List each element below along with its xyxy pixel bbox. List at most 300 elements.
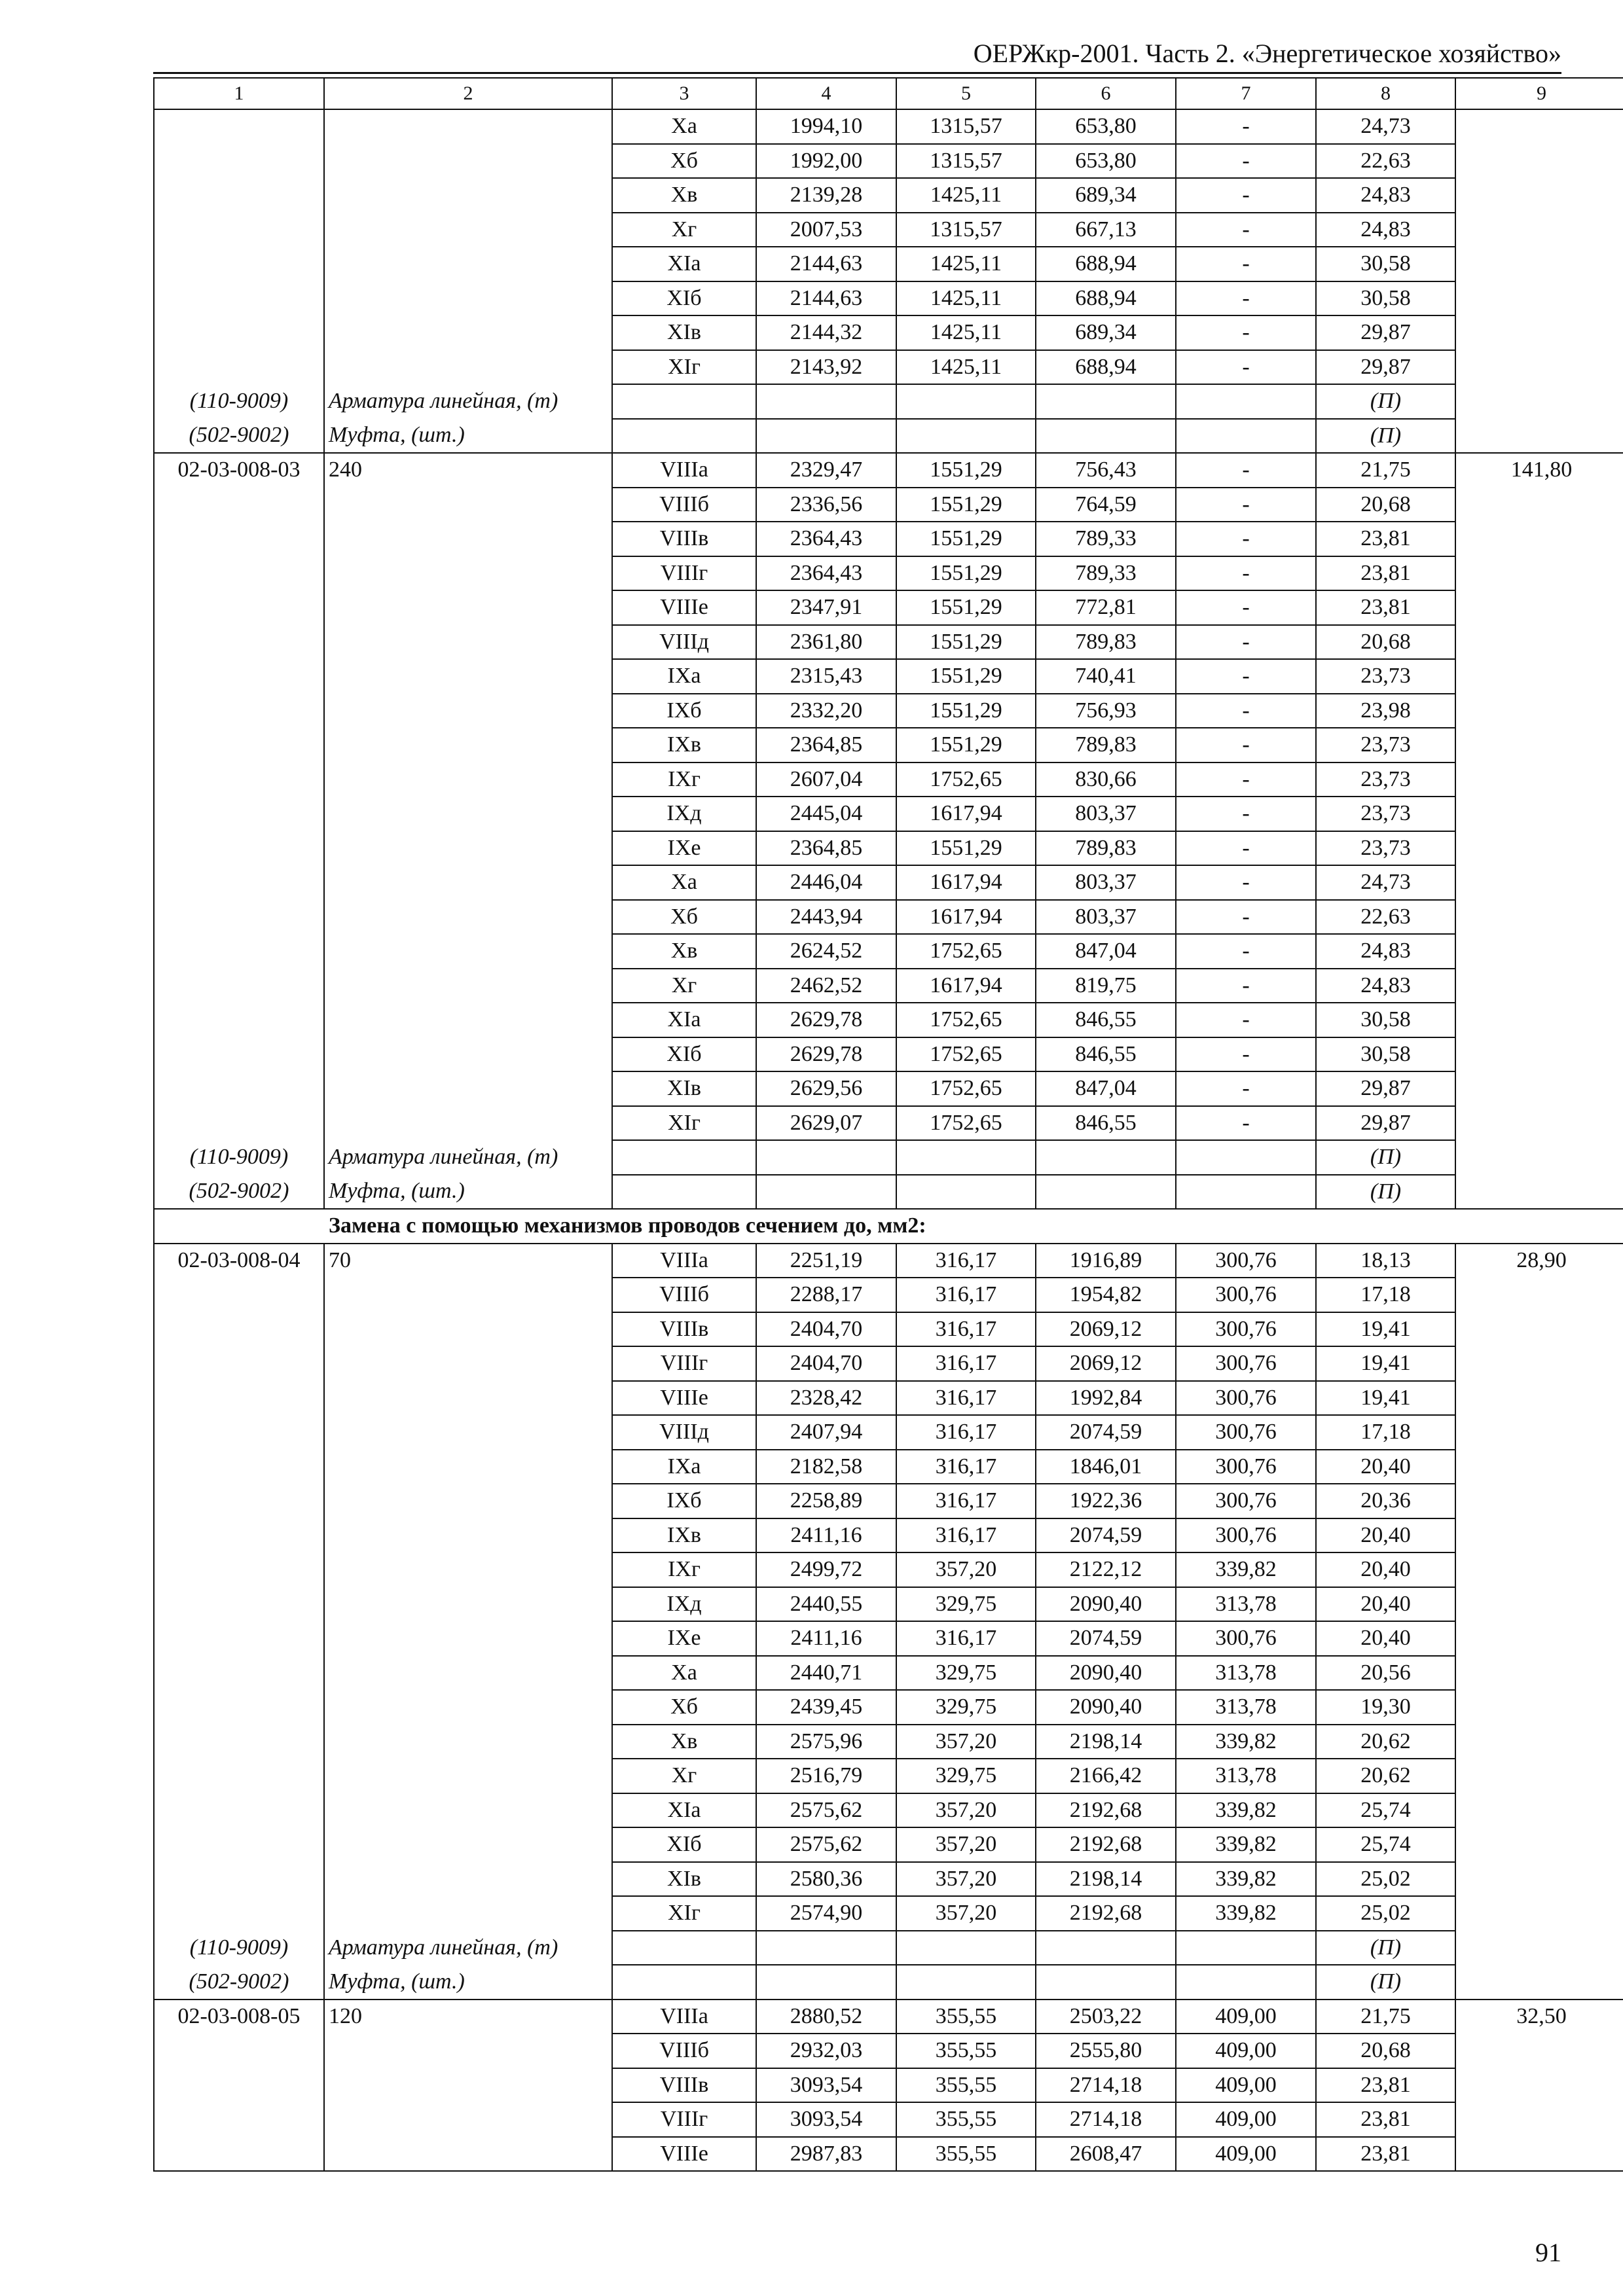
value-cell: - <box>1176 590 1316 625</box>
material-name: Муфта, (шт.) <box>324 1175 612 1210</box>
page-number: 91 <box>1535 2238 1561 2267</box>
rate-description: 240 <box>324 453 612 488</box>
material-mark: (П) <box>1316 1965 1455 2000</box>
material-row <box>154 1140 1623 1175</box>
rate-col9 <box>1455 1621 1623 1656</box>
value-cell: 1315,57 <box>896 144 1036 179</box>
value-cell: 2880,52 <box>756 2000 896 2034</box>
empty-cell <box>1176 1175 1316 1210</box>
rate-code <box>154 488 324 522</box>
value-cell: 3093,54 <box>756 2102 896 2137</box>
value-cell: 316,17 <box>896 1278 1036 1312</box>
rate-description: 120 <box>324 2000 612 2034</box>
zone-code: IХв <box>612 728 756 762</box>
value-cell: - <box>1176 762 1316 797</box>
rate-code <box>154 969 324 1003</box>
value-cell: 2439,45 <box>756 1690 896 1725</box>
value-cell: 316,17 <box>896 1484 1036 1518</box>
value-cell: 789,83 <box>1036 728 1176 762</box>
material-name: Арматура линейная, (т) <box>324 1140 612 1175</box>
rate-col9 <box>1455 1793 1623 1828</box>
value-cell: 25,02 <box>1316 1896 1455 1931</box>
value-cell: 1551,29 <box>896 659 1036 694</box>
rate-code <box>154 1656 324 1691</box>
value-cell: 300,76 <box>1176 1312 1316 1347</box>
value-cell: 2555,80 <box>1036 2034 1176 2068</box>
rate-code <box>154 1862 324 1897</box>
zone-code: ХIб <box>612 1827 756 1862</box>
value-cell: 846,55 <box>1036 1106 1176 1141</box>
material-name: Муфта, (шт.) <box>324 1965 612 2000</box>
value-cell: 313,78 <box>1176 1759 1316 1793</box>
rate-col9 <box>1455 1484 1623 1518</box>
material-name: Арматура линейная, (т) <box>324 384 612 419</box>
value-cell: 23,73 <box>1316 797 1455 831</box>
zone-code: Хг <box>612 213 756 247</box>
rate-col9 <box>1455 1827 1623 1862</box>
table-row <box>154 762 1623 797</box>
material-row <box>154 384 1623 419</box>
rate-code <box>154 1450 324 1484</box>
rate-description <box>324 969 612 1003</box>
value-cell: 355,55 <box>896 2137 1036 2172</box>
rate-col9: 141,80 <box>1455 453 1623 488</box>
rate-description <box>324 2102 612 2137</box>
table-row <box>154 1621 1623 1656</box>
rate-code <box>154 1037 324 1072</box>
section-title: Замена с помощью механизмов проводов сечением до, мм2: <box>154 1209 1623 1244</box>
rate-description <box>324 694 612 728</box>
value-cell: 2007,53 <box>756 213 896 247</box>
rate-col9 <box>1455 1140 1623 1175</box>
value-cell: 1846,01 <box>1036 1450 1176 1484</box>
rate-col9 <box>1455 109 1623 144</box>
rate-description <box>324 556 612 591</box>
value-cell: 329,75 <box>896 1587 1036 1622</box>
value-cell: 789,83 <box>1036 831 1176 866</box>
value-cell: 2987,83 <box>756 2137 896 2172</box>
value-cell: 2090,40 <box>1036 1587 1176 1622</box>
rate-code <box>154 728 324 762</box>
value-cell: 2446,04 <box>756 865 896 900</box>
rate-code <box>154 659 324 694</box>
value-cell: 2404,70 <box>756 1312 896 1347</box>
rate-col9 <box>1455 900 1623 935</box>
value-cell: 2499,72 <box>756 1552 896 1587</box>
value-cell: 24,83 <box>1316 934 1455 969</box>
value-cell: 1617,94 <box>896 900 1036 935</box>
column-number-row <box>154 78 1623 109</box>
value-cell: 19,41 <box>1316 1312 1455 1347</box>
value-cell: 313,78 <box>1176 1656 1316 1691</box>
value-cell: 688,94 <box>1036 350 1176 385</box>
rate-code <box>154 900 324 935</box>
empty-cell <box>1176 1965 1316 2000</box>
rate-col9 <box>1455 728 1623 762</box>
value-cell: - <box>1176 350 1316 385</box>
value-cell: 2364,43 <box>756 556 896 591</box>
zone-code: IХб <box>612 694 756 728</box>
value-cell: 2407,94 <box>756 1415 896 1450</box>
rate-col9 <box>1455 1071 1623 1106</box>
rate-description <box>324 315 612 350</box>
value-cell: 316,17 <box>896 1312 1036 1347</box>
column-number: 5 <box>896 78 1036 109</box>
rate-col9 <box>1455 762 1623 797</box>
rate-col9 <box>1455 1037 1623 1072</box>
zone-code: ХIг <box>612 1896 756 1931</box>
value-cell: 1992,00 <box>756 144 896 179</box>
value-cell: 409,00 <box>1176 2137 1316 2172</box>
value-cell: - <box>1176 900 1316 935</box>
rate-description <box>324 1278 612 1312</box>
value-cell: - <box>1176 247 1316 281</box>
value-cell: - <box>1176 625 1316 660</box>
rate-description <box>324 1518 612 1553</box>
value-cell: 2364,85 <box>756 831 896 866</box>
table-row <box>154 865 1623 900</box>
value-cell: 24,83 <box>1316 213 1455 247</box>
value-cell: 789,83 <box>1036 625 1176 660</box>
rate-code: 02-03-008-04 <box>154 1244 324 1278</box>
zone-code: IХв <box>612 1518 756 1553</box>
table-row <box>154 2000 1623 2034</box>
value-cell: 23,81 <box>1316 2068 1455 2103</box>
rate-code <box>154 797 324 831</box>
value-cell: 357,20 <box>896 1552 1036 1587</box>
value-cell: 23,81 <box>1316 2102 1455 2137</box>
value-cell: 2364,43 <box>756 522 896 556</box>
value-cell: 300,76 <box>1176 1381 1316 1416</box>
value-cell: 313,78 <box>1176 1587 1316 1622</box>
value-cell: 2069,12 <box>1036 1312 1176 1347</box>
value-cell: 23,73 <box>1316 659 1455 694</box>
value-cell: 409,00 <box>1176 2000 1316 2034</box>
empty-cell <box>756 1931 896 1965</box>
rate-col9 <box>1455 1965 1623 2000</box>
rate-col9 <box>1455 281 1623 316</box>
value-cell: 2074,59 <box>1036 1415 1176 1450</box>
value-cell: 313,78 <box>1176 1690 1316 1725</box>
rate-col9 <box>1455 1518 1623 1553</box>
value-cell: 846,55 <box>1036 1037 1176 1072</box>
value-cell: 689,34 <box>1036 315 1176 350</box>
zone-code: VIIIг <box>612 556 756 591</box>
value-cell: 2516,79 <box>756 1759 896 1793</box>
rate-code <box>154 1381 324 1416</box>
zone-code: IХб <box>612 1484 756 1518</box>
value-cell: 20,68 <box>1316 2034 1455 2068</box>
value-cell: 2090,40 <box>1036 1690 1176 1725</box>
value-cell: - <box>1176 522 1316 556</box>
value-cell: 20,40 <box>1316 1621 1455 1656</box>
value-cell: 756,93 <box>1036 694 1176 728</box>
value-cell: 2411,16 <box>756 1621 896 1656</box>
value-cell: 23,73 <box>1316 831 1455 866</box>
empty-cell <box>1036 1965 1176 2000</box>
material-mark: (П) <box>1316 1140 1455 1175</box>
rate-col9 <box>1455 315 1623 350</box>
rate-col9 <box>1455 2102 1623 2137</box>
value-cell: 803,37 <box>1036 797 1176 831</box>
value-cell: 2503,22 <box>1036 2000 1176 2034</box>
empty-cell <box>612 384 756 419</box>
zone-code: ХIа <box>612 1003 756 1037</box>
rate-code <box>154 625 324 660</box>
value-cell: 339,82 <box>1176 1896 1316 1931</box>
value-cell: 846,55 <box>1036 1003 1176 1037</box>
value-cell: 2144,63 <box>756 281 896 316</box>
value-cell: 1551,29 <box>896 694 1036 728</box>
value-cell: 1954,82 <box>1036 1278 1176 1312</box>
rate-col9 <box>1455 1450 1623 1484</box>
rate-description <box>324 1346 612 1381</box>
value-cell: 21,75 <box>1316 453 1455 488</box>
table-row <box>154 1552 1623 1587</box>
rate-col9 <box>1455 1759 1623 1793</box>
empty-cell <box>1036 1931 1176 1965</box>
value-cell: 316,17 <box>896 1346 1036 1381</box>
rate-col9 <box>1455 1381 1623 1416</box>
zone-code: IХг <box>612 762 756 797</box>
value-cell: 355,55 <box>896 2000 1036 2034</box>
table-row <box>154 1037 1623 1072</box>
value-cell: 2144,63 <box>756 247 896 281</box>
value-cell: 1922,36 <box>1036 1484 1176 1518</box>
zone-code: ХIа <box>612 1793 756 1828</box>
zone-code: VIIIа <box>612 1244 756 1278</box>
rate-code <box>154 1278 324 1312</box>
empty-cell <box>896 1140 1036 1175</box>
rate-code <box>154 1415 324 1450</box>
zone-code: ХIв <box>612 1862 756 1897</box>
empty-cell <box>1176 384 1316 419</box>
zone-code: VIIIа <box>612 453 756 488</box>
rate-description <box>324 1827 612 1862</box>
rate-code <box>154 1346 324 1381</box>
value-cell: - <box>1176 556 1316 591</box>
value-cell: 756,43 <box>1036 453 1176 488</box>
value-cell: 30,58 <box>1316 1003 1455 1037</box>
rate-description <box>324 762 612 797</box>
table-row <box>154 831 1623 866</box>
empty-cell <box>756 1965 896 2000</box>
rate-col9 <box>1455 556 1623 591</box>
value-cell: 17,18 <box>1316 1278 1455 1312</box>
value-cell: 2336,56 <box>756 488 896 522</box>
rate-code <box>154 1621 324 1656</box>
table-row <box>154 1587 1623 1622</box>
value-cell: 339,82 <box>1176 1793 1316 1828</box>
rate-col9 <box>1455 144 1623 179</box>
rate-code <box>154 934 324 969</box>
value-cell: 357,20 <box>896 1793 1036 1828</box>
rate-col9 <box>1455 1278 1623 1312</box>
value-cell: 653,80 <box>1036 144 1176 179</box>
value-cell: 25,74 <box>1316 1793 1455 1828</box>
rate-description <box>324 1621 612 1656</box>
rate-description <box>324 2034 612 2068</box>
material-mark: (П) <box>1316 384 1455 419</box>
value-cell: 1617,94 <box>896 797 1036 831</box>
value-cell: 19,30 <box>1316 1690 1455 1725</box>
value-cell: 1617,94 <box>896 865 1036 900</box>
value-cell: 2440,71 <box>756 1656 896 1691</box>
value-cell: 1752,65 <box>896 1003 1036 1037</box>
value-cell: 20,62 <box>1316 1725 1455 1759</box>
rate-code <box>154 1793 324 1828</box>
value-cell: 22,63 <box>1316 144 1455 179</box>
table-row <box>154 1346 1623 1381</box>
table-row <box>154 1690 1623 1725</box>
value-cell: 2361,80 <box>756 625 896 660</box>
rate-description <box>324 1003 612 1037</box>
empty-cell <box>1036 1175 1176 1210</box>
rate-code <box>154 1106 324 1141</box>
value-cell: - <box>1176 797 1316 831</box>
empty-cell <box>1176 1140 1316 1175</box>
value-cell: 1551,29 <box>896 590 1036 625</box>
value-cell: 300,76 <box>1176 1518 1316 1553</box>
column-number: 4 <box>756 78 896 109</box>
value-cell: 19,41 <box>1316 1346 1455 1381</box>
zone-code: Хб <box>612 1690 756 1725</box>
zone-code: ХIа <box>612 247 756 281</box>
value-cell: 688,94 <box>1036 247 1176 281</box>
value-cell: 2069,12 <box>1036 1346 1176 1381</box>
table-row <box>154 1827 1623 1862</box>
value-cell: 316,17 <box>896 1415 1036 1450</box>
table-row <box>154 1415 1623 1450</box>
zone-code: ХIв <box>612 315 756 350</box>
table-row <box>154 1896 1623 1931</box>
material-code: (502-9002) <box>154 1175 324 1210</box>
value-cell: 20,36 <box>1316 1484 1455 1518</box>
value-cell: 1551,29 <box>896 728 1036 762</box>
value-cell: 2122,12 <box>1036 1552 1176 1587</box>
rate-description <box>324 797 612 831</box>
value-cell: 29,87 <box>1316 1071 1455 1106</box>
value-cell: 2629,78 <box>756 1037 896 1072</box>
rate-description <box>324 1896 612 1931</box>
table-row <box>154 1725 1623 1759</box>
table-row <box>154 969 1623 1003</box>
rate-description <box>324 900 612 935</box>
value-cell: 2139,28 <box>756 178 896 213</box>
zone-code: ХIб <box>612 281 756 316</box>
value-cell: 2629,56 <box>756 1071 896 1106</box>
rate-code <box>154 1690 324 1725</box>
value-cell: 1617,94 <box>896 969 1036 1003</box>
rate-description <box>324 213 612 247</box>
value-cell: 2074,59 <box>1036 1518 1176 1553</box>
table-row <box>154 1759 1623 1793</box>
value-cell: 339,82 <box>1176 1552 1316 1587</box>
rate-col9 <box>1455 865 1623 900</box>
table-row <box>154 1484 1623 1518</box>
value-cell: 2182,58 <box>756 1450 896 1484</box>
table-row <box>154 590 1623 625</box>
rate-code <box>154 522 324 556</box>
value-cell: - <box>1176 1037 1316 1072</box>
rate-description <box>324 1690 612 1725</box>
value-cell: 2288,17 <box>756 1278 896 1312</box>
rate-description <box>324 522 612 556</box>
value-cell: 316,17 <box>896 1450 1036 1484</box>
zone-code: VIIIг <box>612 1346 756 1381</box>
value-cell: 357,20 <box>896 1827 1036 1862</box>
value-cell: - <box>1176 865 1316 900</box>
rate-col9 <box>1455 419 1623 454</box>
empty-cell <box>896 384 1036 419</box>
value-cell: 23,73 <box>1316 728 1455 762</box>
rate-description <box>324 247 612 281</box>
rates-table-body <box>154 78 1623 2171</box>
value-cell: 2714,18 <box>1036 2068 1176 2103</box>
value-cell: 22,63 <box>1316 900 1455 935</box>
value-cell: 20,40 <box>1316 1552 1455 1587</box>
zone-code: Ха <box>612 1656 756 1691</box>
rate-code: 02-03-008-05 <box>154 2000 324 2034</box>
rate-code <box>154 556 324 591</box>
empty-cell <box>612 1140 756 1175</box>
empty-cell <box>756 384 896 419</box>
rate-description <box>324 281 612 316</box>
rate-code <box>154 2034 324 2068</box>
rate-col9 <box>1455 350 1623 385</box>
rate-code <box>154 213 324 247</box>
value-cell: 20,68 <box>1316 488 1455 522</box>
rate-col9 <box>1455 522 1623 556</box>
rate-code <box>154 178 324 213</box>
table-row <box>154 1312 1623 1347</box>
value-cell: 300,76 <box>1176 1450 1316 1484</box>
value-cell: 2251,19 <box>756 1244 896 1278</box>
table-row <box>154 144 1623 179</box>
rate-code: 02-03-008-03 <box>154 453 324 488</box>
value-cell: 357,20 <box>896 1896 1036 1931</box>
empty-cell <box>896 1931 1036 1965</box>
value-cell: 316,17 <box>896 1518 1036 1553</box>
value-cell: 1425,11 <box>896 350 1036 385</box>
table-row <box>154 2068 1623 2103</box>
rate-code <box>154 1896 324 1931</box>
value-cell: 1315,57 <box>896 109 1036 144</box>
empty-cell <box>756 1140 896 1175</box>
material-row <box>154 1931 1623 1965</box>
value-cell: 3093,54 <box>756 2068 896 2103</box>
table-row <box>154 522 1623 556</box>
value-cell: 409,00 <box>1176 2034 1316 2068</box>
value-cell: - <box>1176 694 1316 728</box>
rate-col9 <box>1455 590 1623 625</box>
table-row <box>154 2102 1623 2137</box>
value-cell: 29,87 <box>1316 350 1455 385</box>
zone-code: VIIIб <box>612 1278 756 1312</box>
rate-code <box>154 762 324 797</box>
rate-col9 <box>1455 178 1623 213</box>
value-cell: 2258,89 <box>756 1484 896 1518</box>
rate-description <box>324 350 612 385</box>
value-cell: 1551,29 <box>896 831 1036 866</box>
value-cell: 300,76 <box>1176 1346 1316 1381</box>
rate-description <box>324 109 612 144</box>
material-row <box>154 1175 1623 1210</box>
rate-col9 <box>1455 969 1623 1003</box>
value-cell: 23,98 <box>1316 694 1455 728</box>
value-cell: 847,04 <box>1036 1071 1176 1106</box>
value-cell: 2629,07 <box>756 1106 896 1141</box>
